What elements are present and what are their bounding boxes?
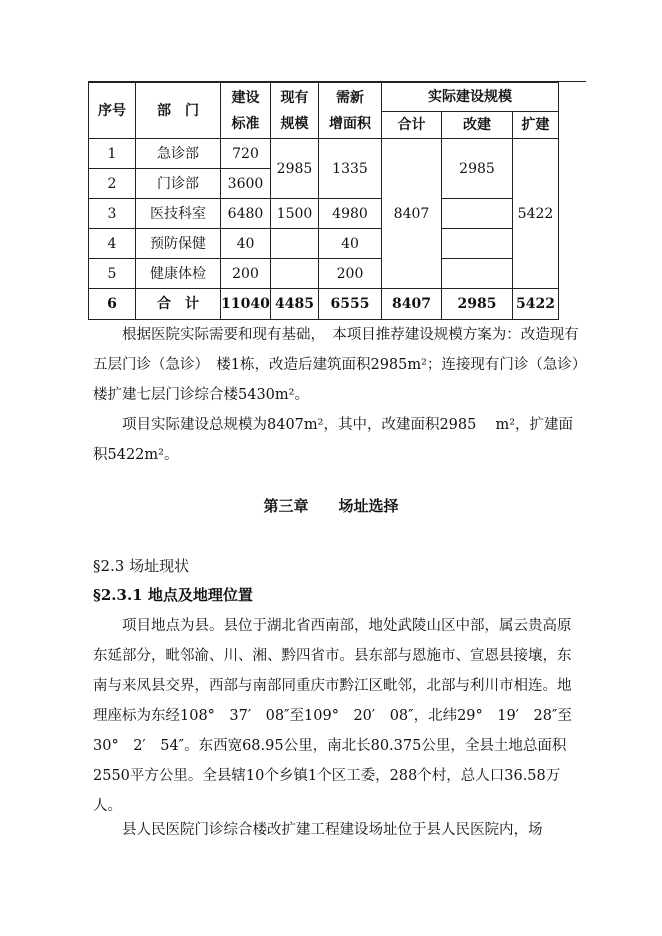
paragraph-location: 项目地点为县。县位于湖北省西南部，地处武陵山区中部，属云贵高原东延部分，毗邻渝、川、湘、黔四省市。县东部与恩施市、宣恩县接壤，东南与来凤县交界，西部与南部同重庆市黔江区毗邻，北部与利川市相连。地理座标为东经108° 37′ 08″至109° 20′ 08″，北纬29° 19′ 28″至30° 2′ 54″。东西宽68.95公里，南北长80.375公里，全县土地总面积2550平方公里。全县辖10个乡镇1个区工委，288个村，总人口36.58万人。 (93, 618, 572, 814)
header-existing: 现有 规模 (271, 83, 319, 139)
section-heading-site-status: §2.3 场址现状 (93, 557, 190, 575)
header-seq: 序号 (89, 83, 136, 139)
header-renovate: 改建 (442, 112, 513, 139)
header-expand: 扩建 (513, 112, 559, 139)
header-dept: 部 门 (136, 83, 221, 139)
header-total: 合计 (382, 112, 442, 139)
table-row: 5 健康体检 200 200 (89, 259, 559, 289)
merged-existing: 2985 (271, 139, 319, 199)
table-total-row: 6 合 计 11040 4485 6555 8407 2985 5422 (89, 289, 559, 320)
header-new-area: 需新 增面积 (319, 83, 382, 139)
section-heading-location: §2.3.1 地点及地理位置 (93, 586, 253, 604)
merged-new-area: 1335 (319, 139, 382, 199)
table-row: 3 医技科室 6480 1500 4980 (89, 199, 559, 229)
construction-scale-table (88, 82, 559, 320)
header-actual-scale: 实际建设规模 (382, 83, 559, 112)
paragraph-total-scale: 项目实际建设总规模为8407m²，其中，改建面积2985 m²，扩建面积5422m²。 (93, 417, 574, 463)
table-row: 2 门诊部 3600 (89, 169, 559, 199)
paragraph-site: 县人民医院门诊综合楼改扩建工程建设场址位于县人民医院内，场 (122, 822, 543, 838)
chapter-title: 第三章 场址选择 (263, 497, 399, 515)
merged-renovate: 2985 (442, 139, 513, 199)
paragraph-scale-plan: 根据医院实际需要和现有基础， 本项目推荐建设规模方案为：改造现有五层门诊（急诊） 楼1栋，改造后建筑面积2985m²；连接现有门诊（急诊）楼扩建七层门诊综合楼5430m²。 (93, 327, 580, 403)
table-row: 4 预防保健 40 40 (89, 229, 559, 259)
merged-expand: 5422 (513, 139, 559, 289)
merged-total: 8407 (382, 139, 442, 289)
table-row: 1 急诊部 720 2985 1335 8407 2985 5422 (89, 139, 559, 169)
header-standard: 建设 标准 (221, 83, 271, 139)
